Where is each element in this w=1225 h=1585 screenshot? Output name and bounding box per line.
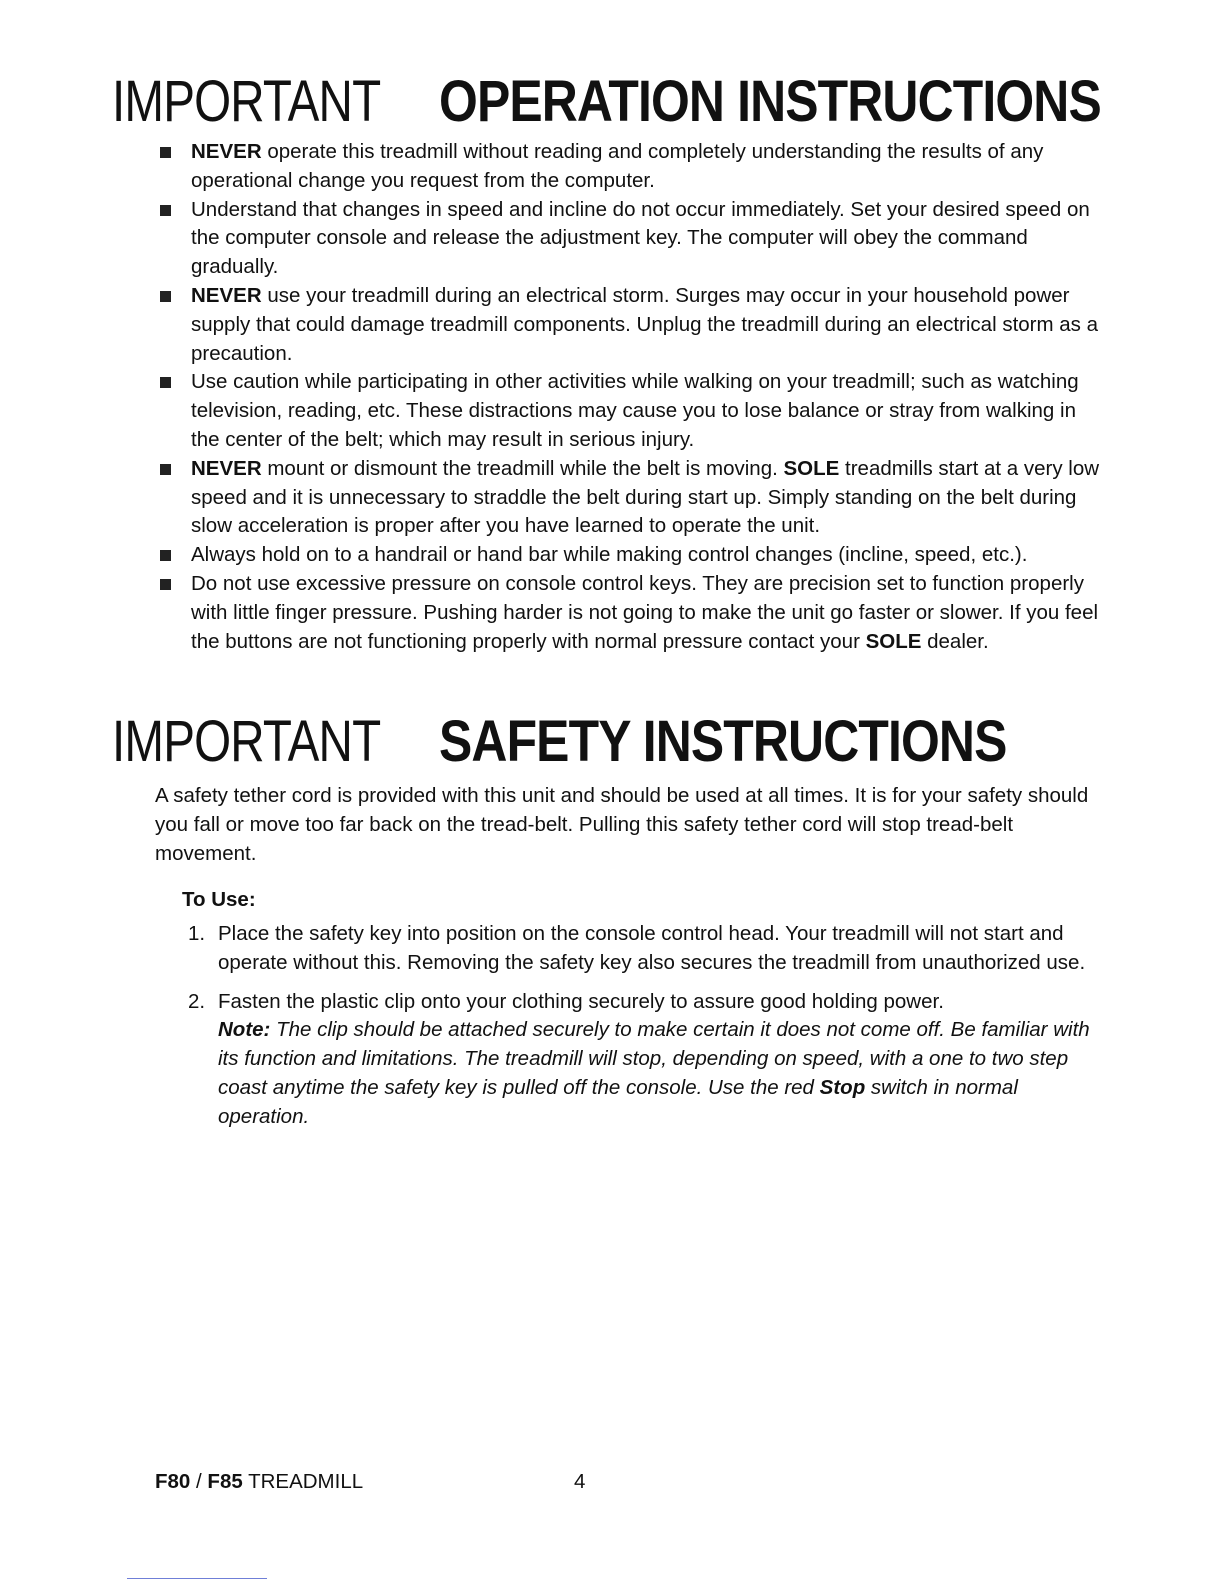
safety-steps (155, 920, 1105, 1142)
square-bullet-icon (160, 579, 171, 590)
item-text: mount or dismount the treadmill while the belt is moving. (261, 456, 784, 480)
warning-lead: NEVER (191, 140, 262, 163)
brand-name: SOLE (783, 456, 840, 480)
safety-heading (112, 710, 1099, 774)
square-bullet-icon (160, 147, 171, 158)
warning-lead: NEVER (191, 456, 262, 480)
model-b: F85 (207, 1470, 243, 1493)
footer-product (155, 1470, 363, 1494)
item-text: treadmills start at a very low speed and it is unnecessary to straddle the belt during start up. Simply standing on the belt during slow acceleration is proper after you have learned to operate the unit. (191, 456, 1100, 538)
warning-lead: NEVER (191, 283, 262, 307)
model-separator: / (190, 1470, 208, 1493)
safety-heading-light: IMPORTANT (112, 709, 381, 774)
list-item (155, 920, 1105, 978)
item-text: operate this treadmill without reading and completely understanding the results of any operational change you request from the computer. (191, 140, 1044, 192)
list-item (155, 368, 1105, 454)
safety-intro: A safety tether cord is provided with this unit and should be used at all times. It is for your safety should you fall or move too far back on the tread-belt. Pulling this safety tether cord will stop tread-belt movement. (155, 784, 1089, 865)
note-text: The clip should be attached securely to make certain it does not come off. Be familiar with its function and limitations. The treadmill will stop, depending on speed, with a one to two step coast anytime the safety key is pulled off the console. Use the red (218, 1018, 1090, 1099)
note-label: Note: (218, 1018, 271, 1042)
list-item (155, 541, 1105, 570)
item-text: Use caution while participating in other activities while walking on your treadmill; such as watching television, reading, etc. These distractions may cause you to lose balance or stray from walking in the center of the belt; which may result in serious injury. (191, 370, 1079, 451)
note-text: switch in normal operation. (218, 1075, 1018, 1128)
model-a: F80 (155, 1470, 191, 1493)
list-item (155, 196, 1105, 282)
list-item (155, 138, 1105, 196)
square-bullet-icon (160, 377, 171, 388)
list-item (155, 282, 1105, 368)
stop-switch-label: Stop (819, 1075, 866, 1099)
to-use-subhead: To Use: (182, 888, 256, 911)
operation-list (155, 138, 1105, 656)
operation-heading (112, 70, 1209, 134)
step-text: Fasten the plastic clip onto your clothing securely to assure good holding power. (218, 989, 944, 1013)
item-text: Do not use excessive pressure on console control keys. They are precision set to function properly with little finger pressure. Pushing harder is not going to make the unit go faster or slower. If you feel the buttons are not functioning properly with normal pressure contact your (191, 571, 1099, 653)
step-text: Place the safety key into position on the console control head. Your treadmill will not start and operate without this. Removing the safety key also secures the treadmill from unauthorized use. (218, 922, 1086, 974)
item-text: Understand that changes in speed and incline do not occur immediately. Set your desired speed on the computer console and release the adjustment key. The computer will obey the command gradually. (191, 197, 1090, 279)
product-name: TREADMILL (242, 1470, 364, 1493)
page-number: 4 (574, 1470, 586, 1493)
brand-name: SOLE (865, 629, 922, 653)
operation-heading-bold: OPERATION INSTRUCTIONS (439, 69, 1102, 134)
list-item (155, 455, 1105, 541)
step-number: 1. (188, 922, 206, 945)
square-bullet-icon (160, 464, 171, 475)
item-text: Always hold on to a handrail or hand bar while making control changes (incline, speed, etc.). (191, 543, 1028, 567)
item-text: dealer. (921, 629, 989, 653)
safety-heading-bold: SAFETY INSTRUCTIONS (439, 709, 1007, 774)
operation-heading-light: IMPORTANT (112, 69, 381, 134)
square-bullet-icon (160, 550, 171, 561)
square-bullet-icon (160, 291, 171, 302)
scan-artifact-line (127, 1578, 267, 1579)
list-item (155, 988, 1105, 1132)
square-bullet-icon (160, 205, 171, 216)
list-item (155, 570, 1105, 656)
step-number: 2. (188, 989, 206, 1013)
note (218, 1016, 1105, 1131)
item-text: use your treadmill during an electrical storm. Surges may occur in your household power supply that could damage treadmill components. Unplug the treadmill during an electrical storm as a precaution. (191, 283, 1099, 365)
